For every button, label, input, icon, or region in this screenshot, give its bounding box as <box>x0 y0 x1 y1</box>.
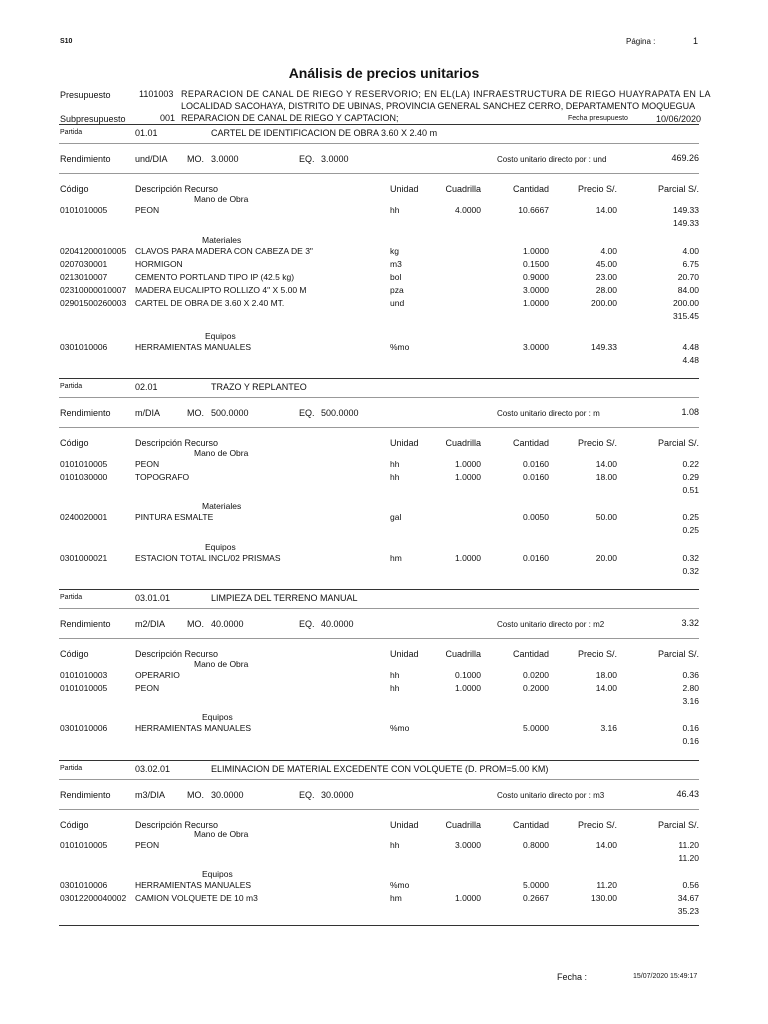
resource-cuadrilla: 1.0000 <box>455 683 481 693</box>
resource-precio: 11.20 <box>596 880 617 890</box>
resource-precio: 200.00 <box>591 298 617 308</box>
resource-parcial: 0.56 <box>682 880 699 890</box>
fecha-presupuesto: 10/06/2020 <box>656 114 702 124</box>
resource-parcial: 6.75 <box>682 259 699 269</box>
partida-rule-top <box>59 760 699 761</box>
costo-unitario-label <box>497 155 606 164</box>
resource-cantidad: 0.1500 <box>523 259 549 269</box>
resource-cantidad: 5.0000 <box>523 880 549 890</box>
group-subtotal: 0.32 <box>682 566 699 576</box>
group-subtotal: 149.33 <box>673 218 699 228</box>
partida-rule-sub <box>59 143 699 144</box>
col-codigo: Código <box>60 184 89 194</box>
resource-description: TOPOGRAFO <box>135 472 190 482</box>
col-cantidad: Cantidad <box>512 438 549 448</box>
resource-description: ESTACION TOTAL INCL/02 PRISMAS <box>135 553 281 563</box>
costo-unit: m <box>593 409 600 418</box>
col-cuadrilla: Cuadrilla <box>445 820 481 830</box>
resource-unit: hh <box>390 840 400 850</box>
resource-precio: 18.00 <box>595 472 617 482</box>
resource-precio: 50.00 <box>595 512 617 522</box>
resource-precio: 45.00 <box>595 259 617 269</box>
costo-unit: und <box>593 155 607 164</box>
rendimiento-unit: und/DIA <box>135 154 168 164</box>
resource-unit: hh <box>390 683 400 693</box>
resource-cuadrilla: 4.0000 <box>455 205 481 215</box>
resource-cuadrilla: 3.0000 <box>455 840 481 850</box>
resource-cuadrilla: 0.1000 <box>455 670 481 680</box>
resource-precio: 14.00 <box>595 459 617 469</box>
resource-code: 0101010005 <box>60 205 108 215</box>
resource-unit: hm <box>390 893 402 903</box>
resource-description: PEON <box>135 683 160 693</box>
group-name: Equipos <box>202 712 233 722</box>
rendimiento-label: Rendimiento <box>60 790 111 800</box>
resource-precio: 14.00 <box>595 840 617 850</box>
eq-label: EQ. <box>299 619 315 629</box>
resource-code: 0301000021 <box>60 553 108 563</box>
costo-unitario-label <box>497 620 604 629</box>
mo-label: MO. <box>187 154 204 164</box>
rendimiento-unit: m3/DIA <box>135 790 166 800</box>
mo-label: MO. <box>187 790 204 800</box>
resource-code: 0207030001 <box>60 259 108 269</box>
group-subtotal: 3.16 <box>682 696 699 706</box>
partida-rule-cols <box>59 173 699 174</box>
col-descripcion: Descripción Recurso <box>135 820 219 830</box>
resource-unit: hh <box>390 205 400 215</box>
rendimiento-unit: m2/DIA <box>135 619 166 629</box>
resource-cuadrilla: 1.0000 <box>455 459 481 469</box>
resource-cantidad: 10.6667 <box>518 205 549 215</box>
resource-description: PEON <box>135 840 160 850</box>
group-name: Mano de Obra <box>194 194 249 204</box>
resource-unit: %mo <box>390 880 410 890</box>
mo-label: MO. <box>187 619 204 629</box>
resource-parcial: 0.32 <box>682 553 699 563</box>
resource-description: CARTEL DE OBRA DE 3.60 X 2.40 MT. <box>135 298 285 308</box>
subpresupuesto-label: Subpresupuesto <box>60 114 126 124</box>
costo-label-text: Costo unitario directo por : <box>497 791 591 800</box>
resource-cuadrilla: 1.0000 <box>455 893 481 903</box>
costo-label-text: Costo unitario directo por : <box>497 155 591 164</box>
resource-code: 0301010006 <box>60 880 108 890</box>
mo-value: 30.0000 <box>211 790 244 800</box>
col-cuadrilla: Cuadrilla <box>445 649 481 659</box>
resource-code: 02041200010005 <box>60 246 127 256</box>
resource-unit: hh <box>390 670 400 680</box>
group-subtotal: 0.25 <box>682 525 699 535</box>
resource-parcial: 0.22 <box>682 459 699 469</box>
resource-precio: 14.00 <box>595 683 617 693</box>
resource-parcial: 20.70 <box>677 272 699 282</box>
footer-fecha-label: Fecha : <box>557 972 588 982</box>
group-subtotal: 11.20 <box>678 853 699 863</box>
partida-label: Partida <box>60 594 83 601</box>
col-precio: Precio S/. <box>577 820 617 830</box>
resource-description: CEMENTO PORTLAND TIPO IP (42.5 kg) <box>135 272 295 282</box>
resource-cantidad: 0.0050 <box>523 512 549 522</box>
col-cuadrilla: Cuadrilla <box>445 184 481 194</box>
partida-name: TRAZO Y REPLANTEO <box>211 382 307 392</box>
presupuesto-desc-line1: REPARACION DE CANAL DE RIEGO Y RESERVORIO; EN EL(LA) INFRAESTRUCTURA DE RIEGO HUAYRAPATA EN LA <box>181 89 711 99</box>
resource-parcial: 34.67 <box>677 893 699 903</box>
mo-value: 40.0000 <box>211 619 244 629</box>
resource-unit: hh <box>390 472 400 482</box>
presupuesto-label: Presupuesto <box>60 90 111 100</box>
subpresupuesto-code: 001 <box>160 113 176 123</box>
costo-unitario-value: 1.08 <box>681 407 699 417</box>
resource-unit: gal <box>390 512 402 522</box>
subpresupuesto-name: REPARACION DE CANAL DE RIEGO Y CAPTACION; <box>181 113 399 123</box>
group-name: Equipos <box>202 869 233 879</box>
eq-label: EQ. <box>299 408 315 418</box>
col-descripcion: Descripción Recurso <box>135 649 219 659</box>
col-precio: Precio S/. <box>577 438 617 448</box>
resource-code: 0101010005 <box>60 459 108 469</box>
partida-code: 03.02.01 <box>135 764 171 774</box>
group-subtotal: 0.16 <box>682 736 699 746</box>
partida-rule-cols <box>59 809 699 810</box>
col-parcial: Parcial S/. <box>657 438 699 448</box>
group-name: Equipos <box>205 331 236 341</box>
costo-unitario-label <box>497 791 604 800</box>
resource-code: 0240020001 <box>60 512 108 522</box>
resource-unit: kg <box>390 246 399 256</box>
resource-code: 0301010006 <box>60 342 108 352</box>
resource-description: CLAVOS PARA MADERA CON CABEZA DE 3" <box>135 246 313 256</box>
costo-unitario-label <box>497 409 600 418</box>
resource-unit: bol <box>390 272 402 282</box>
resource-code: 02310000010007 <box>60 285 127 295</box>
col-descripcion: Descripción Recurso <box>135 184 219 194</box>
partida-label: Partida <box>60 765 83 772</box>
col-cantidad: Cantidad <box>512 820 549 830</box>
partida-rule-top <box>59 378 699 379</box>
resource-code: 0301010006 <box>60 723 108 733</box>
resource-precio: 4.00 <box>600 246 617 256</box>
costo-unitario-value: 469.26 <box>671 153 699 163</box>
page-title: Análisis de precios unitarios <box>288 65 480 81</box>
resource-unit: und <box>390 298 405 308</box>
costo-unit: m3 <box>593 791 605 800</box>
resource-cantidad: 0.0160 <box>523 553 549 563</box>
resource-precio: 149.33 <box>591 342 617 352</box>
resource-code: 02901500260003 <box>60 298 127 308</box>
eq-value: 40.0000 <box>321 619 354 629</box>
page-label: Página : <box>626 37 656 46</box>
partida-code: 02.01 <box>135 382 158 392</box>
group-name: Mano de Obra <box>194 829 249 839</box>
mo-label: MO. <box>187 408 204 418</box>
eq-label: EQ. <box>299 790 315 800</box>
resource-description: MADERA EUCALIPTO ROLLIZO 4" X 5.00 M <box>135 285 307 295</box>
resource-parcial: 2.80 <box>682 683 699 693</box>
resource-unit: pza <box>390 285 404 295</box>
page-bottom-rule <box>59 925 699 926</box>
group-name: Mano de Obra <box>194 448 249 458</box>
page-number: 1 <box>693 36 699 46</box>
rendimiento-label: Rendimiento <box>60 619 111 629</box>
resource-precio: 3.16 <box>600 723 617 733</box>
resource-unit: %mo <box>390 723 410 733</box>
resource-cantidad: 0.9000 <box>523 272 549 282</box>
resource-unit: hm <box>390 553 402 563</box>
costo-label-text: Costo unitario directo por : <box>497 620 591 629</box>
group-name: Equipos <box>205 542 236 552</box>
col-precio: Precio S/. <box>577 649 617 659</box>
resource-description: PEON <box>135 205 160 215</box>
fecha-presupuesto-label: Fecha presupuesto <box>568 115 628 122</box>
resource-description: HERRAMIENTAS MANUALES <box>135 723 252 733</box>
resource-unit: hh <box>390 459 400 469</box>
resource-parcial: 200.00 <box>673 298 699 308</box>
partida-rule-cols <box>59 638 699 639</box>
costo-unitario-value: 3.32 <box>681 618 699 628</box>
col-precio: Precio S/. <box>577 184 617 194</box>
resource-cantidad: 0.0200 <box>523 670 549 680</box>
resource-parcial: 0.16 <box>682 723 699 733</box>
resource-parcial: 11.20 <box>678 840 699 850</box>
resource-code: 0101010005 <box>60 840 108 850</box>
resource-precio: 20.00 <box>595 553 617 563</box>
partida-rule-sub <box>59 608 699 609</box>
group-subtotal: 0.51 <box>682 485 699 495</box>
resource-description: HERRAMIENTAS MANUALES <box>135 880 252 890</box>
resource-cantidad: 1.0000 <box>523 298 549 308</box>
resource-cantidad: 0.8000 <box>523 840 549 850</box>
col-unidad: Unidad <box>390 820 419 830</box>
costo-unit: m2 <box>593 620 605 629</box>
resource-code: 03012200040002 <box>60 893 127 903</box>
resource-cuadrilla: 1.0000 <box>455 472 481 482</box>
resource-cuadrilla: 1.0000 <box>455 553 481 563</box>
resource-precio: 28.00 <box>595 285 617 295</box>
col-unidad: Unidad <box>390 438 419 448</box>
resource-precio: 23.00 <box>595 272 617 282</box>
resource-cantidad: 0.2667 <box>523 893 549 903</box>
eq-label: EQ. <box>299 154 315 164</box>
resource-description: HERRAMIENTAS MANUALES <box>135 342 252 352</box>
col-unidad: Unidad <box>390 649 419 659</box>
col-codigo: Código <box>60 820 89 830</box>
group-subtotal: 35.23 <box>677 906 699 916</box>
partida-name: ELIMINACION DE MATERIAL EXCEDENTE CON VOLQUETE (D. PROM=5.00 KM) <box>211 764 549 774</box>
resource-cantidad: 0.0160 <box>523 459 549 469</box>
resource-parcial: 84.00 <box>677 285 699 295</box>
resource-cantidad: 0.0160 <box>523 472 549 482</box>
resource-description: PEON <box>135 459 160 469</box>
partida-code: 01.01 <box>135 128 158 138</box>
group-name: Materiales <box>202 501 242 511</box>
col-cuadrilla: Cuadrilla <box>445 438 481 448</box>
resource-parcial: 149.33 <box>673 205 699 215</box>
partida-label: Partida <box>60 129 83 136</box>
mo-value: 3.0000 <box>211 154 239 164</box>
resource-unit: %mo <box>390 342 410 352</box>
group-subtotal: 4.48 <box>682 355 699 365</box>
col-unidad: Unidad <box>390 184 419 194</box>
resource-cantidad: 5.0000 <box>523 723 549 733</box>
partida-rule-sub <box>59 397 699 398</box>
partida-rule-top <box>59 124 699 125</box>
partida-rule-sub <box>59 779 699 780</box>
resource-cantidad: 1.0000 <box>523 246 549 256</box>
eq-value: 3.0000 <box>321 154 349 164</box>
resource-parcial: 4.48 <box>682 342 699 352</box>
group-name: Mano de Obra <box>194 659 249 669</box>
presupuesto-desc-line2: LOCALIDAD SACOHAYA, DISTRITO DE UBINAS, PROVINCIA GENERAL SANCHEZ CERRO, DEPARTAMENTO MOQUEGUA <box>181 101 696 111</box>
resource-parcial: 0.36 <box>682 670 699 680</box>
rendimiento-label: Rendimiento <box>60 154 111 164</box>
resource-description: CAMION VOLQUETE DE 10 m3 <box>135 893 258 903</box>
resource-cantidad: 3.0000 <box>523 285 549 295</box>
col-cantidad: Cantidad <box>512 649 549 659</box>
rendimiento-unit: m/DIA <box>135 408 161 418</box>
col-codigo: Código <box>60 649 89 659</box>
resource-cantidad: 3.0000 <box>523 342 549 352</box>
rendimiento-label: Rendimiento <box>60 408 111 418</box>
eq-value: 30.0000 <box>321 790 354 800</box>
mo-value: 500.0000 <box>211 408 249 418</box>
resource-unit: m3 <box>390 259 402 269</box>
group-subtotal: 315.45 <box>673 311 699 321</box>
resource-parcial: 0.29 <box>682 472 699 482</box>
col-parcial: Parcial S/. <box>657 649 699 659</box>
col-codigo: Código <box>60 438 89 448</box>
partida-name: CARTEL DE IDENTIFICACION DE OBRA 3.60 X 2.40 m <box>211 128 438 138</box>
partida-rule-cols <box>59 427 699 428</box>
presupuesto-code: 1101003 <box>139 89 174 99</box>
costo-label-text: Costo unitario directo por : <box>497 409 591 418</box>
eq-value: 500.0000 <box>321 408 359 418</box>
resource-code: 0101010003 <box>60 670 108 680</box>
resource-code: 0101010005 <box>60 683 108 693</box>
resource-precio: 18.00 <box>595 670 617 680</box>
resource-description: PINTURA ESMALTE <box>135 512 214 522</box>
resource-code: 0213010007 <box>60 272 108 282</box>
costo-unitario-value: 46.43 <box>676 789 699 799</box>
resource-code: 0101030000 <box>60 472 108 482</box>
resource-description: HORMIGON <box>135 259 183 269</box>
partida-rule-top <box>59 589 699 590</box>
report-code: S10 <box>60 38 73 45</box>
partida-label: Partida <box>60 383 83 390</box>
resource-parcial: 4.00 <box>682 246 699 256</box>
resource-precio: 14.00 <box>595 205 617 215</box>
resource-description: OPERARIO <box>135 670 180 680</box>
col-parcial: Parcial S/. <box>657 184 699 194</box>
footer-fecha-value: 15/07/2020 15:49:17 <box>633 973 698 980</box>
resource-precio: 130.00 <box>591 893 617 903</box>
resource-parcial: 0.25 <box>682 512 699 522</box>
partida-code: 03.01.01 <box>135 593 171 603</box>
partida-name: LIMPIEZA DEL TERRENO MANUAL <box>211 593 358 603</box>
resource-cantidad: 0.2000 <box>523 683 549 693</box>
col-descripcion: Descripción Recurso <box>135 438 219 448</box>
col-parcial: Parcial S/. <box>657 820 699 830</box>
group-name: Materiales <box>202 235 242 245</box>
col-cantidad: Cantidad <box>512 184 549 194</box>
